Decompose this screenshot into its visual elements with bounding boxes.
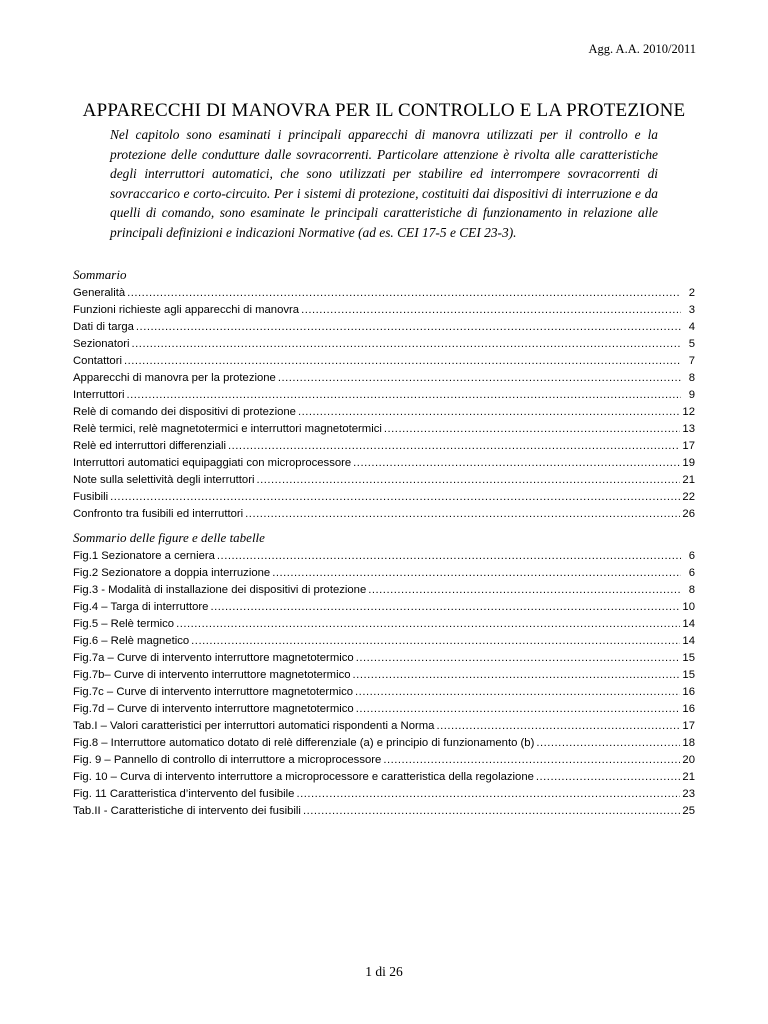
toc-entry-title: Fig.7c – Curve di intervento interruttore magnetotermico xyxy=(73,686,354,698)
toc-entry-page: 26 xyxy=(682,508,695,520)
toc-entry-page: 12 xyxy=(682,406,695,418)
toc-entry-page: 6 xyxy=(688,567,695,579)
toc-entry[interactable] xyxy=(73,319,695,336)
toc-entry[interactable] xyxy=(73,302,695,319)
toc-leader-dots xyxy=(436,718,680,735)
toc-leader-dots xyxy=(245,506,680,523)
toc-entry[interactable] xyxy=(73,489,695,506)
toc-entry[interactable] xyxy=(73,752,695,769)
toc-entry-title: Fig.5 – Relè termico xyxy=(73,618,175,630)
toc-leader-dots xyxy=(298,404,680,421)
toc-leader-dots xyxy=(127,285,681,302)
toc-entry-title: Fig.6 – Relè magnetico xyxy=(73,635,190,647)
toc-entry[interactable] xyxy=(73,404,695,421)
toc-leader-dots xyxy=(191,633,680,650)
toc-entry-page: 2 xyxy=(688,287,695,299)
toc-entry[interactable] xyxy=(73,803,695,820)
toc-entry-title: Fig.1 Sezionatore a cerniera xyxy=(73,550,215,562)
toc-entry-page: 4 xyxy=(688,321,695,333)
toc-entry-page: 25 xyxy=(682,805,695,817)
toc-entry[interactable] xyxy=(73,455,695,472)
toc-leader-dots xyxy=(383,752,680,769)
toc-entry-page: 3 xyxy=(688,304,695,316)
toc-entry-title: Apparecchi di manovra per la protezione xyxy=(73,372,276,384)
toc-entry[interactable] xyxy=(73,786,695,803)
toc-entry[interactable] xyxy=(73,565,695,582)
toc-leader-dots xyxy=(110,489,680,506)
toc-entry-page: 23 xyxy=(682,788,695,800)
toc-entry-page: 21 xyxy=(682,474,695,486)
figures-heading: Sommario delle figure e delle tabelle xyxy=(73,530,265,545)
toc-entry-title: Fig.7b– Curve di intervento interruttore magnetotermico xyxy=(73,669,351,681)
toc-entry[interactable] xyxy=(73,438,695,455)
toc-entry-page: 16 xyxy=(682,703,695,715)
chapter-abstract: Nel capitolo sono esaminati i principali apparecchi di manovra utilizzati per il controllo e la protezione delle condutture dalle sovracorrenti. Particolare attenzione è rivolta alle caratteristiche degli interruttori automatici, che sono utilizzati per stabilire ed interrompere sovracorrenti di sovraccarico e corto-circuito. Per i sistemi di protezione, costituiti dai dispositivi di interruzione e da quelli di comando, sono esaminate le principali caratteristiche di funzionamento in relazione alle principali definizioni e indicazioni Normative (ad es. CEI 17-5 e CEI 23-3). xyxy=(110,127,658,240)
toc-entry[interactable] xyxy=(73,667,695,684)
toc-entry[interactable] xyxy=(73,336,695,353)
toc-entry[interactable] xyxy=(73,769,695,786)
toc-entry-title: Fig.4 – Targa di interruttore xyxy=(73,601,209,613)
toc-entry-title: Fig. 11 Caratteristica d’intervento del fusibile xyxy=(73,788,295,800)
toc-leader-dots xyxy=(368,582,681,599)
toc-entry-title: Sezionatori xyxy=(73,338,130,350)
toc-leader-dots xyxy=(228,438,680,455)
toc-entry-page: 17 xyxy=(682,720,695,732)
page-number: 1 di 26 xyxy=(365,964,403,979)
toc-entry-title: Tab.II - Caratteristiche di intervento dei fusibili xyxy=(73,805,301,817)
toc-entry-title: Interruttori automatici equipaggiati con microprocessore xyxy=(73,457,352,469)
page-header: Agg. A.A. 2010/2011 xyxy=(588,42,696,56)
toc-leader-dots xyxy=(132,336,681,353)
summary-toc xyxy=(73,285,695,523)
toc-entry[interactable] xyxy=(73,285,695,302)
toc-entry-page: 17 xyxy=(682,440,695,452)
toc-entry[interactable] xyxy=(73,735,695,752)
toc-entry-page: 21 xyxy=(682,771,695,783)
toc-entry[interactable] xyxy=(73,633,695,650)
toc-entry-page: 6 xyxy=(688,550,695,562)
toc-entry-title: Interruttori xyxy=(73,389,125,401)
toc-entry-page: 10 xyxy=(682,601,695,613)
toc-entry-title: Relè di comando dei dispositivi di protezione xyxy=(73,406,296,418)
toc-entry-title: Contattori xyxy=(73,355,122,367)
toc-entry-title: Note sulla selettività degli interruttori xyxy=(73,474,255,486)
toc-entry-page: 9 xyxy=(688,389,695,401)
toc-entry-page: 7 xyxy=(688,355,695,367)
toc-entry[interactable] xyxy=(73,599,695,616)
toc-entry-title: Relè ed interruttori differenziali xyxy=(73,440,227,452)
toc-leader-dots xyxy=(353,667,681,684)
toc-leader-dots xyxy=(356,701,681,718)
toc-entry-title: Fig.7a – Curve di intervento interruttore magnetotermico xyxy=(73,652,354,664)
toc-entry[interactable] xyxy=(73,370,695,387)
toc-leader-dots xyxy=(536,769,681,786)
toc-entry-title: Fig.7d – Curve di intervento interruttore magnetotermico xyxy=(73,703,354,715)
toc-entry-title: Fig.2 Sezionatore a doppia interruzione xyxy=(73,567,271,579)
toc-entry-title: Fig. 10 – Curva di intervento interruttore a microprocessore e caratteristica della regolazione xyxy=(73,771,534,783)
toc-entry[interactable] xyxy=(73,506,695,523)
toc-entry-page: 8 xyxy=(688,584,695,596)
toc-entry[interactable] xyxy=(73,616,695,633)
toc-entry[interactable] xyxy=(73,548,695,565)
toc-leader-dots xyxy=(210,599,680,616)
toc-entry-page: 14 xyxy=(682,635,695,647)
document-title: APPARECCHI DI MANOVRA PER IL CONTROLLO E LA PROTEZIONE xyxy=(82,100,686,121)
toc-entry-page: 20 xyxy=(682,754,695,766)
toc-entry[interactable] xyxy=(73,701,695,718)
toc-entry-title: Tab.I – Valori caratteristici per interruttori automatici rispondenti a Norma xyxy=(73,720,435,732)
toc-entry-title: Fig.3 - Modalità di installazione dei dispositivi di protezione xyxy=(73,584,367,596)
toc-entry-page: 14 xyxy=(682,618,695,630)
toc-entry[interactable] xyxy=(73,582,695,599)
toc-entry-title: Fig.8 – Interruttore automatico dotato di relè differenziale (a) e principio di funzionamento (b) xyxy=(73,737,535,749)
toc-leader-dots xyxy=(124,353,681,370)
toc-entry-title: Funzioni richieste agli apparecchi di manovra xyxy=(73,304,300,316)
toc-leader-dots xyxy=(278,370,681,387)
toc-leader-dots xyxy=(303,803,680,820)
figures-toc xyxy=(73,548,695,820)
toc-entry-page: 13 xyxy=(682,423,695,435)
toc-leader-dots xyxy=(136,319,681,336)
toc-leader-dots xyxy=(536,735,680,752)
toc-entry-title: Fusibili xyxy=(73,491,109,503)
toc-leader-dots xyxy=(355,684,680,701)
toc-entry-title: Dati di targa xyxy=(73,321,134,333)
toc-entry-page: 15 xyxy=(682,652,695,664)
toc-entry-title: Fig. 9 – Pannello di controllo di interruttore a microprocessore xyxy=(73,754,382,766)
toc-leader-dots xyxy=(384,421,681,438)
toc-leader-dots xyxy=(301,302,681,319)
toc-entry[interactable] xyxy=(73,421,695,438)
toc-leader-dots xyxy=(353,455,680,472)
toc-leader-dots xyxy=(256,472,680,489)
toc-entry-page: 19 xyxy=(682,457,695,469)
toc-entry-page: 15 xyxy=(682,669,695,681)
toc-entry[interactable] xyxy=(73,718,695,735)
toc-entry-title: Confronto tra fusibili ed interruttori xyxy=(73,508,244,520)
toc-entry-page: 16 xyxy=(682,686,695,698)
summary-heading: Sommario xyxy=(73,267,127,282)
toc-leader-dots xyxy=(272,565,681,582)
toc-entry[interactable] xyxy=(73,650,695,667)
toc-leader-dots xyxy=(176,616,680,633)
toc-leader-dots xyxy=(356,650,681,667)
toc-entry[interactable] xyxy=(73,353,695,370)
toc-leader-dots xyxy=(296,786,680,803)
toc-entry-page: 5 xyxy=(688,338,695,350)
toc-entry-title: Generalità xyxy=(73,287,126,299)
toc-entry-page: 18 xyxy=(682,737,695,749)
toc-leader-dots xyxy=(126,387,681,404)
toc-entry[interactable] xyxy=(73,684,695,701)
toc-entry-page: 8 xyxy=(688,372,695,384)
toc-entry-title: Relè termici, relè magnetotermici e interruttori magnetotermici xyxy=(73,423,382,435)
toc-leader-dots xyxy=(217,548,681,565)
toc-entry-page: 22 xyxy=(682,491,695,503)
toc-entry[interactable] xyxy=(73,472,695,489)
toc-entry[interactable] xyxy=(73,387,695,404)
